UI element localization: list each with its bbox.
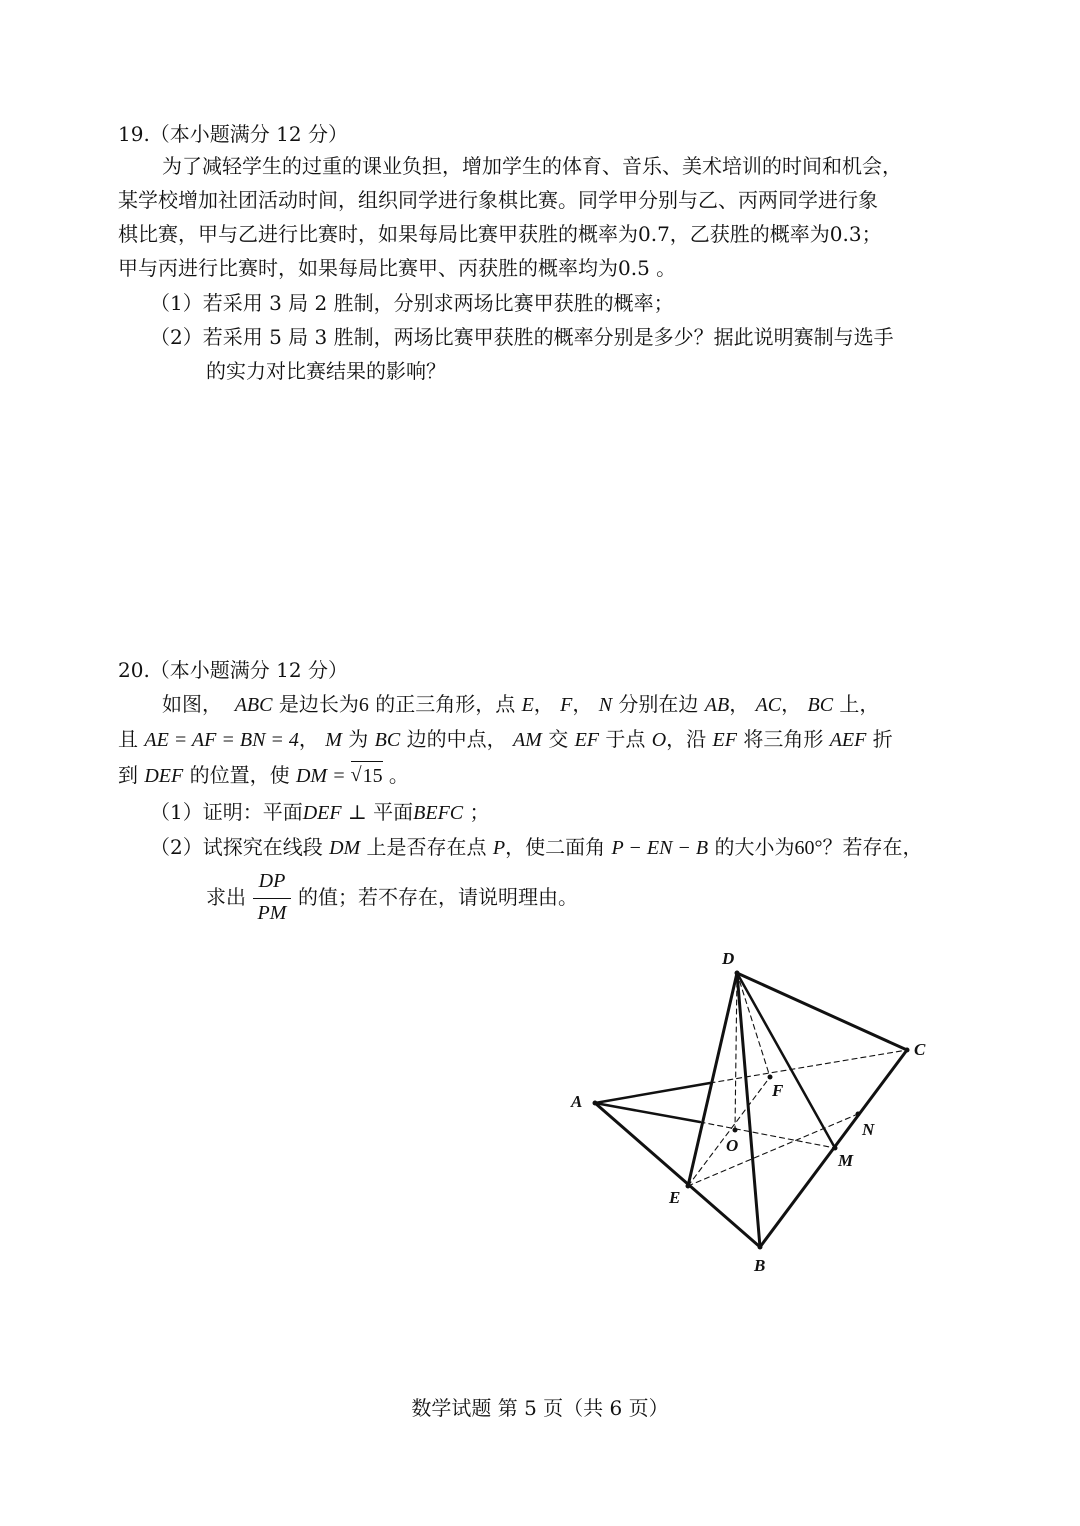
edge-AC-hidden: [710, 1050, 907, 1083]
fraction-numerator: DP: [258, 870, 286, 892]
page-footer: 数学试题 第 5 页（共 6 页）: [411, 1396, 669, 1420]
q19-paragraph-line-4: 甲与丙进行比赛时，如果每局比赛甲、丙获胜的概率均为0.5 。: [118, 256, 677, 280]
q20-line-2: 且 AE = AF = BN = 4， M 为 BC 边的中点， AM 交 EF 于点 O，沿 EF 将三角形 AEF 折: [118, 727, 893, 751]
q20-subquestion-2-suffix: 的值；若不存在，请说明理由。: [298, 885, 578, 909]
sqrt-symbol: √ 15: [350, 764, 383, 787]
label-C: C: [914, 1040, 926, 1059]
label-O: O: [726, 1136, 739, 1155]
q20-header: 20.（本小题满分 12 分）: [118, 658, 348, 682]
edge-DO: [735, 973, 737, 1130]
edge-DB: [737, 973, 760, 1247]
q20-line-1: 如图， ABC 是边长为6 的正三角形，点 E， F， N 分别在边 AB， AC， BC 上，: [162, 692, 880, 716]
q20-subquestion-2-prefix: 求出: [206, 885, 246, 909]
q19-subquestion-2-cont: 的实力对比赛结果的影响？: [206, 359, 446, 383]
label-N: N: [862, 1120, 875, 1139]
q19-paragraph-line-1: 为了减轻学生的过重的课业负担，增加学生的体育、音乐、美术培训的时间和机会，: [162, 154, 902, 178]
q20-line-3: 到 DEF 的位置，使 DM = √ 15 。: [118, 763, 409, 787]
q19-subquestion-1: （1）若采用 3 局 2 胜制，分别求两场比赛甲获胜的概率；: [150, 291, 674, 315]
label-F: F: [772, 1081, 784, 1100]
label-A: A: [571, 1092, 583, 1111]
label-B: B: [754, 1256, 766, 1275]
label-D: D: [722, 949, 735, 968]
geometry-figure: [560, 940, 940, 1280]
q20-subquestion-2: （2）试探究在线段 DM 上是否存在点 P，使二面角 P − EN − B 的大小为60°？若存在，: [150, 835, 923, 859]
q20-subquestion-1: （1）证明：平面DEF ⊥ 平面BEFC ；: [150, 800, 490, 824]
label-M: M: [838, 1151, 854, 1170]
q19-header: 19.（本小题满分 12 分）: [118, 122, 348, 146]
edge-DM: [737, 973, 835, 1148]
edge-AF-visible: [595, 1083, 710, 1103]
edge-AM-visible: [595, 1103, 700, 1122]
edge-DC: [737, 973, 907, 1050]
fraction-bar: [253, 898, 291, 899]
edge-AB: [595, 1103, 760, 1247]
q19-paragraph-line-2: 某学校增加社团活动时间，组织同学进行象棋比赛。同学甲分别与乙、丙两同学进行象: [118, 188, 878, 212]
q19-paragraph-line-3: 棋比赛，甲与乙进行比赛时，如果每局比赛甲获胜的概率为0.7，乙获胜的概率为0.3；: [118, 222, 882, 246]
edge-AM-hidden: [700, 1122, 835, 1148]
fraction-denominator: PM: [257, 902, 287, 924]
q19-subquestion-2: （2）若采用 5 局 3 胜制，两场比赛甲获胜的概率分别是多少？据此说明赛制与选手: [150, 325, 894, 349]
label-E: E: [669, 1188, 681, 1207]
